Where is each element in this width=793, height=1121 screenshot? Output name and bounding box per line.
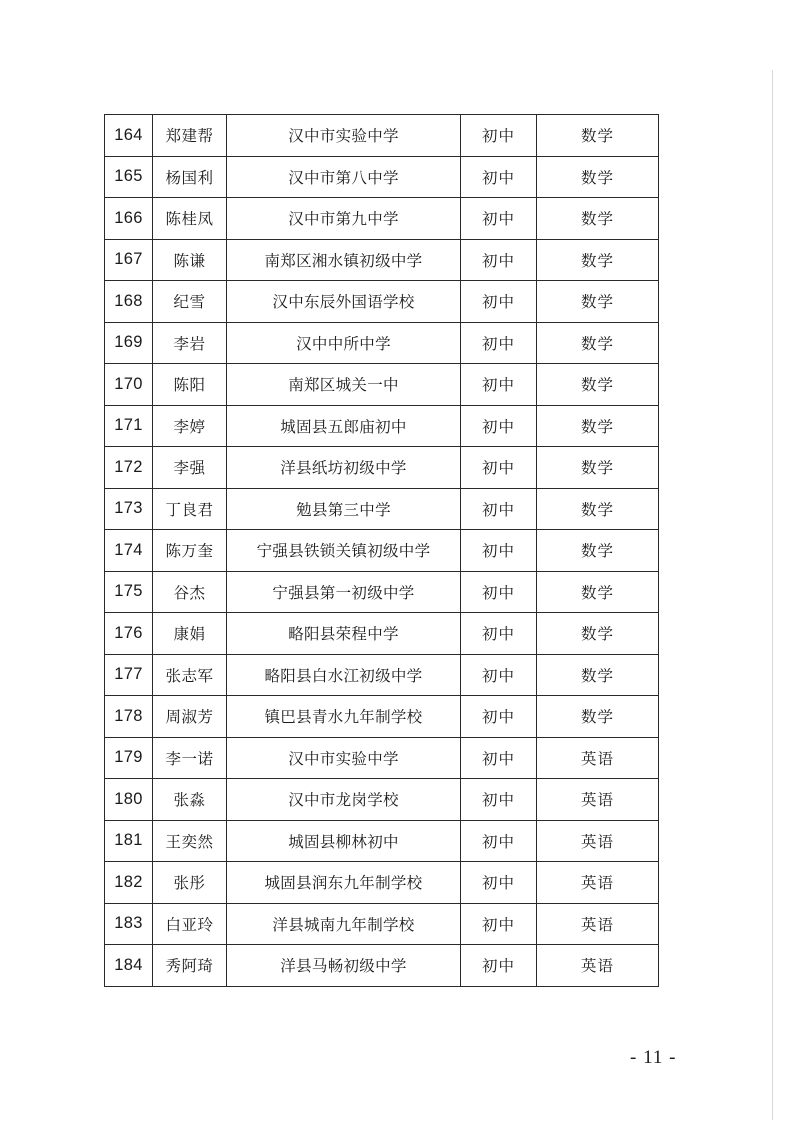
- school-name-cell: 宁强县铁锁关镇初级中学: [227, 530, 461, 572]
- row-number-cell: 181: [105, 820, 153, 862]
- row-number-cell: 168: [105, 281, 153, 323]
- row-number-cell: 175: [105, 571, 153, 613]
- school-level-cell: 初中: [461, 156, 537, 198]
- subject-cell: 数学: [537, 654, 659, 696]
- school-name-cell: 汉中市第九中学: [227, 198, 461, 240]
- table-row: [105, 862, 659, 904]
- roster-body: [105, 115, 659, 987]
- school-name-cell: 汉中市实验中学: [227, 737, 461, 779]
- school-level-cell: 初中: [461, 198, 537, 240]
- table-row: [105, 239, 659, 281]
- subject-cell: 数学: [537, 530, 659, 572]
- subject-cell: 数学: [537, 571, 659, 613]
- school-name-cell: 略阳县荣程中学: [227, 613, 461, 655]
- school-level-cell: 初中: [461, 364, 537, 406]
- school-level-cell: 初中: [461, 737, 537, 779]
- subject-cell: 数学: [537, 115, 659, 157]
- teacher-name-cell: 张志军: [153, 654, 227, 696]
- table-row: [105, 198, 659, 240]
- table-row: [105, 115, 659, 157]
- school-name-cell: 汉中市第八中学: [227, 156, 461, 198]
- teacher-name-cell: 谷杰: [153, 571, 227, 613]
- table-row: [105, 281, 659, 323]
- table-row: [105, 820, 659, 862]
- school-level-cell: 初中: [461, 281, 537, 323]
- row-number-cell: 174: [105, 530, 153, 572]
- school-name-cell: 城固县柳林初中: [227, 820, 461, 862]
- teacher-name-cell: 陈阳: [153, 364, 227, 406]
- subject-cell: 英语: [537, 862, 659, 904]
- school-name-cell: 洋县城南九年制学校: [227, 903, 461, 945]
- school-level-cell: 初中: [461, 903, 537, 945]
- teacher-name-cell: 秀阿琦: [153, 945, 227, 987]
- row-number-cell: 184: [105, 945, 153, 987]
- row-number-cell: 164: [105, 115, 153, 157]
- school-level-cell: 初中: [461, 239, 537, 281]
- school-level-cell: 初中: [461, 115, 537, 157]
- table-row: [105, 903, 659, 945]
- table-row: [105, 488, 659, 530]
- row-number-cell: 178: [105, 696, 153, 738]
- school-name-cell: 汉中中所中学: [227, 322, 461, 364]
- subject-cell: 数学: [537, 613, 659, 655]
- teacher-name-cell: 杨国利: [153, 156, 227, 198]
- row-number-cell: 172: [105, 447, 153, 489]
- row-number-cell: 182: [105, 862, 153, 904]
- row-number-cell: 166: [105, 198, 153, 240]
- subject-cell: 数学: [537, 198, 659, 240]
- table-row: [105, 779, 659, 821]
- table-row: [105, 447, 659, 489]
- school-name-cell: 城固县润东九年制学校: [227, 862, 461, 904]
- subject-cell: 数学: [537, 696, 659, 738]
- teacher-name-cell: 王奕然: [153, 820, 227, 862]
- teacher-name-cell: 张淼: [153, 779, 227, 821]
- row-number-cell: 167: [105, 239, 153, 281]
- school-name-cell: 城固县五郎庙初中: [227, 405, 461, 447]
- row-number-cell: 176: [105, 613, 153, 655]
- subject-cell: 英语: [537, 945, 659, 987]
- table-row: [105, 654, 659, 696]
- row-number-cell: 170: [105, 364, 153, 406]
- school-level-cell: 初中: [461, 696, 537, 738]
- school-level-cell: 初中: [461, 447, 537, 489]
- school-level-cell: 初中: [461, 488, 537, 530]
- row-number-cell: 169: [105, 322, 153, 364]
- school-name-cell: 南郑区城关一中: [227, 364, 461, 406]
- school-name-cell: 洋县纸坊初级中学: [227, 447, 461, 489]
- table-row: [105, 613, 659, 655]
- school-level-cell: 初中: [461, 405, 537, 447]
- teacher-name-cell: 李强: [153, 447, 227, 489]
- subject-cell: 英语: [537, 737, 659, 779]
- subject-cell: 数学: [537, 322, 659, 364]
- subject-cell: 数学: [537, 281, 659, 323]
- school-name-cell: 镇巴县青水九年制学校: [227, 696, 461, 738]
- subject-cell: 数学: [537, 364, 659, 406]
- table-row: [105, 737, 659, 779]
- school-level-cell: 初中: [461, 322, 537, 364]
- page-number: - 11 -: [630, 1047, 677, 1068]
- table-row: [105, 945, 659, 987]
- teacher-name-cell: 陈谦: [153, 239, 227, 281]
- school-level-cell: 初中: [461, 530, 537, 572]
- table-row: [105, 696, 659, 738]
- subject-cell: 数学: [537, 405, 659, 447]
- teacher-name-cell: 周淑芳: [153, 696, 227, 738]
- school-name-cell: 汉中市龙岗学校: [227, 779, 461, 821]
- teacher-name-cell: 陈桂凤: [153, 198, 227, 240]
- teacher-name-cell: 李一诺: [153, 737, 227, 779]
- teacher-name-cell: 李岩: [153, 322, 227, 364]
- school-name-cell: 洋县马畅初级中学: [227, 945, 461, 987]
- row-number-cell: 180: [105, 779, 153, 821]
- row-number-cell: 183: [105, 903, 153, 945]
- subject-cell: 数学: [537, 447, 659, 489]
- teacher-name-cell: 丁良君: [153, 488, 227, 530]
- school-name-cell: 勉县第三中学: [227, 488, 461, 530]
- teacher-name-cell: 康娟: [153, 613, 227, 655]
- school-level-cell: 初中: [461, 613, 537, 655]
- teacher-name-cell: 纪雪: [153, 281, 227, 323]
- school-level-cell: 初中: [461, 571, 537, 613]
- table-row: [105, 405, 659, 447]
- table-row: [105, 364, 659, 406]
- row-number-cell: 173: [105, 488, 153, 530]
- school-name-cell: 汉中东辰外国语学校: [227, 281, 461, 323]
- subject-cell: 英语: [537, 779, 659, 821]
- teacher-roster-table: [104, 114, 659, 987]
- row-number-cell: 177: [105, 654, 153, 696]
- teacher-name-cell: 陈万奎: [153, 530, 227, 572]
- school-level-cell: 初中: [461, 945, 537, 987]
- row-number-cell: 179: [105, 737, 153, 779]
- row-number-cell: 165: [105, 156, 153, 198]
- school-name-cell: 汉中市实验中学: [227, 115, 461, 157]
- teacher-name-cell: 郑建帮: [153, 115, 227, 157]
- subject-cell: 英语: [537, 903, 659, 945]
- teacher-name-cell: 张彤: [153, 862, 227, 904]
- subject-cell: 数学: [537, 239, 659, 281]
- school-level-cell: 初中: [461, 779, 537, 821]
- teacher-name-cell: 白亚玲: [153, 903, 227, 945]
- school-name-cell: 略阳县白水江初级中学: [227, 654, 461, 696]
- table-row: [105, 530, 659, 572]
- school-level-cell: 初中: [461, 862, 537, 904]
- table-row: [105, 571, 659, 613]
- subject-cell: 英语: [537, 820, 659, 862]
- school-level-cell: 初中: [461, 654, 537, 696]
- scan-edge-line: [772, 70, 773, 1120]
- subject-cell: 数学: [537, 488, 659, 530]
- school-name-cell: 宁强县第一初级中学: [227, 571, 461, 613]
- row-number-cell: 171: [105, 405, 153, 447]
- school-level-cell: 初中: [461, 820, 537, 862]
- subject-cell: 数学: [537, 156, 659, 198]
- teacher-name-cell: 李婷: [153, 405, 227, 447]
- table-row: [105, 156, 659, 198]
- table-row: [105, 322, 659, 364]
- school-name-cell: 南郑区湘水镇初级中学: [227, 239, 461, 281]
